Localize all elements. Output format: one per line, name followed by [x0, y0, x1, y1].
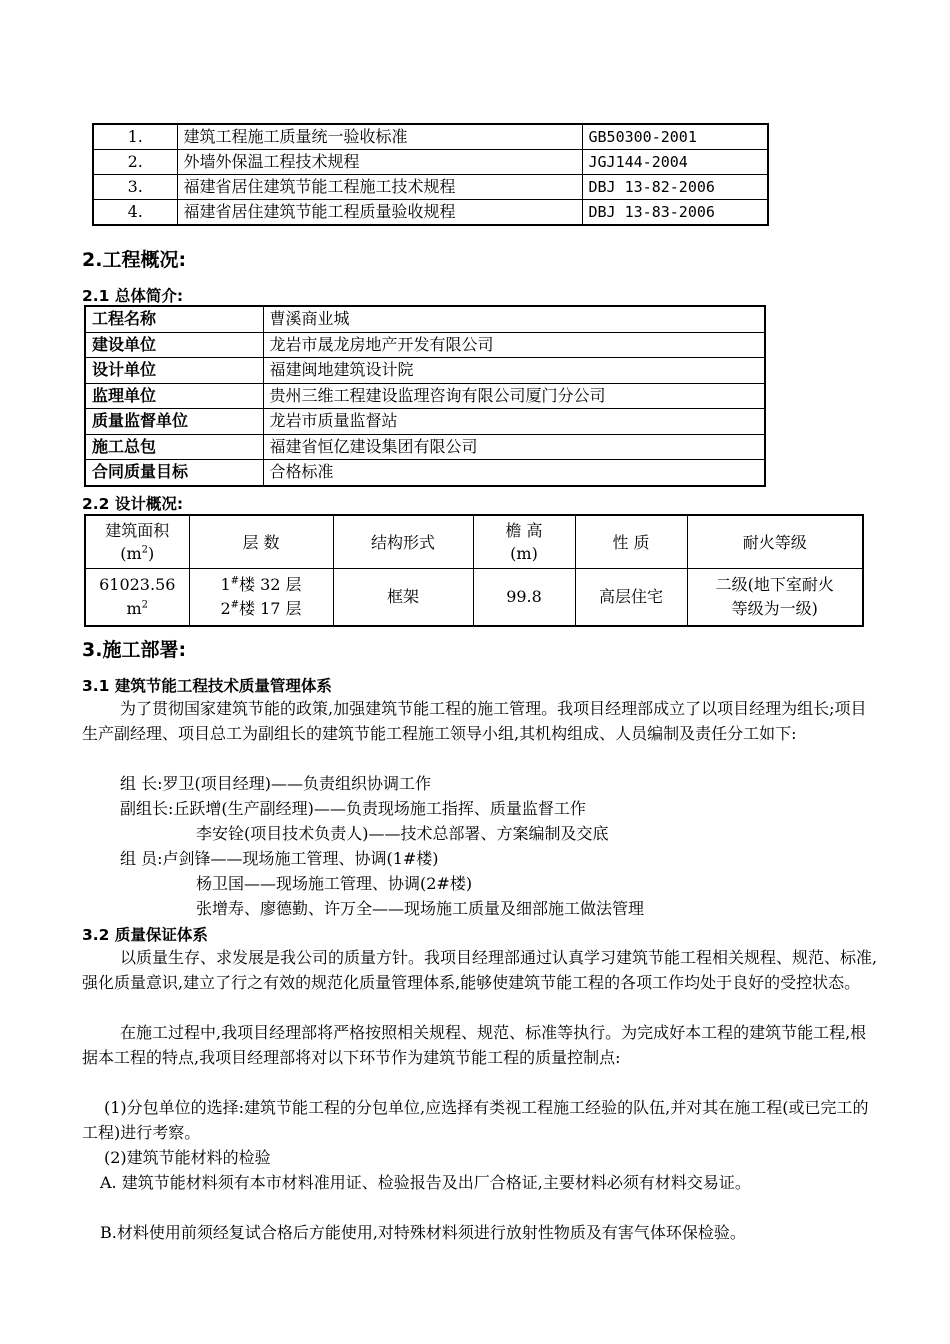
- deputy-leader-line-2: 李安铨(项目技术负责人)——技术总部署、方案编制及交底: [196, 824, 609, 843]
- floors-building-1: [194, 573, 329, 597]
- standard-code: DBJ 13-82-2006: [582, 175, 768, 200]
- table-header-row: [85, 515, 863, 569]
- table-row: [85, 306, 765, 332]
- header-fire-rating: 耐火等级: [687, 515, 863, 569]
- section-2-2-heading: 2.2 设计概况:: [82, 495, 184, 513]
- overview-key: 质量监督单位: [85, 409, 263, 435]
- standard-number: 3.: [93, 175, 177, 200]
- header-height-unit: (m): [510, 544, 538, 563]
- member-line-1: 组 员:卢剑锋——现场施工管理、协调(1#楼): [120, 849, 439, 868]
- header-area-unit: [90, 542, 185, 565]
- deputy-leader-line-1: 副组长:丘跃增(生产副经理)——负责现场施工指挥、质量监督工作: [120, 799, 586, 818]
- fire-rating-line-2: 等级为一级): [731, 599, 818, 618]
- standard-name: 福建省居住建筑节能工程施工技术规程: [177, 175, 582, 200]
- overview-key: 监理单位: [85, 383, 263, 409]
- header-height-label: 檐 高: [505, 521, 543, 540]
- standard-code: DBJ 13-83-2006: [582, 200, 768, 226]
- table-row: [85, 460, 765, 486]
- header-area-label: 建筑面积: [105, 521, 170, 540]
- area-unit-superscript: 2: [141, 599, 149, 611]
- unit-close: ): [148, 544, 155, 563]
- table-row: [93, 150, 768, 175]
- section-2-heading: 2.工程概况:: [82, 249, 187, 271]
- table-row: [85, 569, 863, 627]
- header-floors: 层 数: [189, 515, 333, 569]
- value-fire-rating: [687, 569, 863, 627]
- standard-code: JGJ144-2004: [582, 150, 768, 175]
- overview-value: 贵州三维工程建设监理咨询有限公司厦门分公司: [263, 383, 765, 409]
- item-material-inspection: (2)建筑节能材料的检验: [104, 1148, 271, 1167]
- overview-value: 福建闽地建筑设计院: [263, 358, 765, 384]
- table-row: [93, 175, 768, 200]
- unit-open: (m: [120, 544, 142, 563]
- member-line-2: 杨卫国——现场施工管理、协调(2#楼): [196, 874, 473, 893]
- overview-table: [84, 305, 766, 487]
- item-b-retesting: B.材料使用前须经复试合格后方能使用,对特殊材料须进行放射性物质及有害气体环保检验。: [100, 1223, 746, 1242]
- section-3-1-heading: 3.1 建筑节能工程技术质量管理体系: [82, 677, 332, 695]
- overview-key: 施工总包: [85, 434, 263, 460]
- table-row: [85, 358, 765, 384]
- table-row: [85, 409, 765, 435]
- building-2-number: 2: [220, 599, 231, 618]
- standard-name: 外墙外保温工程技术规程: [177, 150, 582, 175]
- building-2-floors: 楼 17 层: [239, 599, 302, 618]
- table-row: [93, 124, 768, 150]
- header-nature: 性 质: [575, 515, 687, 569]
- item-subcontractor-selection: (1)分包单位的选择:建筑节能工程的分包单位,应选择有类视工程施工经验的队伍,并对其在施工程(或已完工的工程)进行考察。: [82, 1098, 869, 1142]
- standard-number: 2.: [93, 150, 177, 175]
- paragraph-control-points: 在施工过程中,我项目经理部将严格按照相关规程、规范、标准等执行。为完成好本工程的建筑节能工程,根据本工程的特点,我项目经理部将对以下环节作为建筑节能工程的质量控制点:: [82, 1023, 867, 1067]
- section-3-heading: 3.施工部署:: [82, 639, 187, 661]
- design-table: [84, 514, 864, 627]
- overview-key: 设计单位: [85, 358, 263, 384]
- table-row: [85, 332, 765, 358]
- standard-number: 1.: [93, 124, 177, 150]
- building-1-hash: #: [230, 575, 240, 587]
- overview-value: 福建省恒亿建设集团有限公司: [263, 434, 765, 460]
- overview-key: 工程名称: [85, 306, 263, 332]
- floors-building-2: [194, 597, 329, 621]
- unit-superscript: 2: [141, 544, 149, 556]
- overview-key: 建设单位: [85, 332, 263, 358]
- area-number: 61023.56: [99, 575, 176, 594]
- paragraph-quality-policy: 以质量生存、求发展是我公司的质量方针。我项目经理部通过认真学习建筑节能工程相关规程、规范、标准,强化质量意识,建立了行之有效的规范化质量管理体系,能够使建筑节能工程的各项工作均处于良好的受控状态。: [82, 948, 878, 992]
- building-1-number: 1: [220, 575, 231, 594]
- overview-value: 龙岩市质量监督站: [263, 409, 765, 435]
- area-unit: [90, 597, 185, 621]
- standard-code: GB50300-2001: [582, 124, 768, 150]
- value-nature: 高层住宅: [575, 569, 687, 627]
- item-a-material-certificates: A. 建筑节能材料须有本市材料准用证、检验报告及出厂合格证,主要材料必须有材料交易证。: [100, 1173, 751, 1192]
- section-2-1-heading: 2.1 总体简介:: [82, 287, 184, 305]
- header-area: [85, 515, 189, 569]
- value-area: [85, 569, 189, 627]
- team-leader-line: 组 长:罗卫(项目经理)——负责组织协调工作: [120, 774, 431, 793]
- fire-rating-line-1: 二级(地下室耐火: [715, 575, 834, 594]
- standards-table: [92, 123, 769, 226]
- building-2-hash: #: [230, 599, 240, 611]
- table-row: [85, 434, 765, 460]
- standard-number: 4.: [93, 200, 177, 226]
- standard-name: 福建省居住建筑节能工程质量验收规程: [177, 200, 582, 226]
- table-row: [85, 383, 765, 409]
- overview-value: 龙岩市晟龙房地产开发有限公司: [263, 332, 765, 358]
- member-line-3: 张增寿、廖德勤、许万全——现场施工质量及细部施工做法管理: [196, 899, 645, 918]
- section-3-2-heading: 3.2 质量保证体系: [82, 926, 208, 944]
- paragraph-organization: 为了贯彻国家建筑节能的政策,加强建筑节能工程的施工管理。我项目经理部成立了以项目经理为组长;项目生产副经理、项目总工为副组长的建筑节能工程施工领导小组,其机构组成、人员编制及责任分工如下:: [82, 699, 867, 743]
- header-structure: 结构形式: [333, 515, 473, 569]
- area-unit-base: m: [126, 599, 142, 618]
- overview-value: 曹溪商业城: [263, 306, 765, 332]
- overview-key: 合同质量目标: [85, 460, 263, 486]
- building-1-floors: 楼 32 层: [239, 575, 302, 594]
- value-height: 99.8: [473, 569, 575, 627]
- value-floors: [189, 569, 333, 627]
- standard-name: 建筑工程施工质量统一验收标准: [177, 124, 582, 150]
- overview-value: 合格标准: [263, 460, 765, 486]
- table-row: [93, 200, 768, 226]
- value-structure: 框架: [333, 569, 473, 627]
- header-height: [473, 515, 575, 569]
